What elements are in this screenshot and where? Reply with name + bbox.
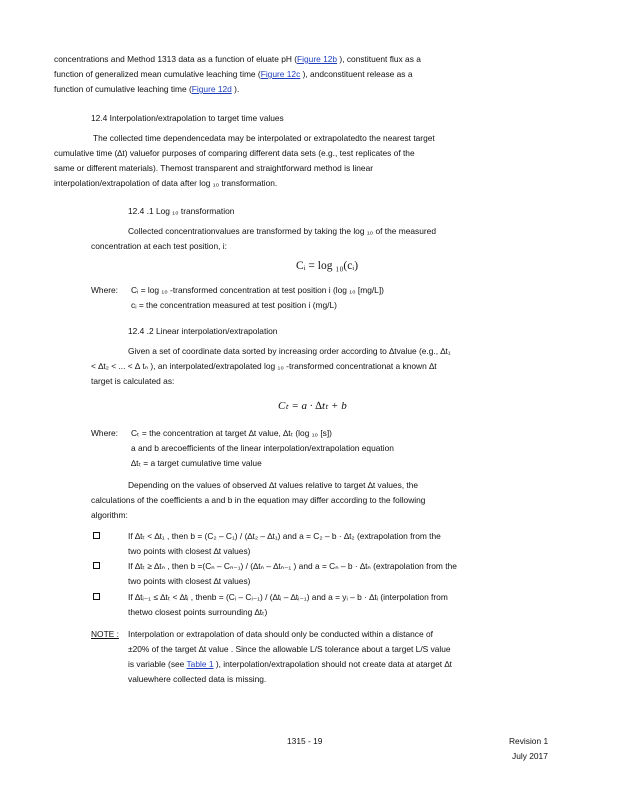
note-text-line: Interpolation or extrapolation of data should only be conducted within a distance of: [128, 629, 433, 639]
body-text-line: interpolation/extrapolation of data after log ₁₀ transformation.: [54, 178, 278, 188]
note-text-line: ±20% of the target ∆t value . Since the allowable L/S tolerance about a target L/S value: [128, 644, 451, 654]
body-text-line: The collected time dependencedata may be interpolated or extrapolatedto the nearest target: [93, 133, 435, 143]
page-number: 1315 - 19: [287, 736, 323, 746]
table-1-link[interactable]: Table 1: [186, 659, 214, 669]
revision-date: July 2017: [512, 751, 548, 761]
body-text-line: Given a set of coordinate data sorted by increasing order according to ∆tvalue (e.g., ∆t₁: [128, 346, 451, 356]
definition-line: Cₜ = the concentration at target ∆t value, ∆tₜ (log ₁₀ [s]): [131, 428, 332, 438]
linear-equation: Cₜ = a · ∆tₜ + b: [278, 400, 347, 412]
body-text-line: function of cumulative leaching time (Figure 12d ).: [54, 84, 240, 94]
bullet-text-line: two points with closest ∆t values): [128, 546, 251, 556]
body-text-line: calculations of the coefficients a and b in the equation may differ according to the following: [91, 495, 426, 505]
figure-12d-link[interactable]: Figure 12d: [191, 84, 232, 94]
where-label: Where:: [91, 285, 118, 295]
body-text-line: < ∆t₂ < ... < ∆ tₙ ), an interpolated/extrapolated log ₁₀ -transformed concentrationat a known ∆t: [91, 361, 437, 371]
definition-line: cᵢ = the concentration measured at test position i (mg/L): [131, 300, 337, 310]
definition-line: Cᵢ = log ₁₀ -transformed concentration at test position i (log ₁₀ [mg/L]): [131, 285, 384, 295]
bullet-box-icon: [93, 593, 100, 600]
body-text-line: concentrations and Method 1313 data as a function of eluate pH (Figure 12b ), constituent flux as a: [54, 54, 421, 64]
body-text-line: target is calculated as:: [91, 376, 175, 386]
section-heading-12-4-1: 12.4 .1 Log ₁₀ transformation: [128, 206, 235, 216]
where-label: Where:: [91, 428, 118, 438]
body-text-line: Collected concentrationvalues are transformed by taking the log ₁₀ of the measured: [128, 226, 436, 236]
bullet-box-icon: [93, 562, 100, 569]
bullet-text-line: If ∆tₜ ≥ ∆tₙ , then b =(Cₙ – Cₙ₋₁) / (∆tₙ – ∆tₙ₋₁ ) and a = Cₙ – b · ∆tₙ (extrapolation from the: [128, 561, 457, 571]
body-text-line: algorithm:: [91, 510, 128, 520]
log-transform-equation: Cᵢ = log ₁₀(cᵢ): [296, 260, 359, 272]
section-heading-12-4: 12.4 Interpolation/extrapolation to target time values: [91, 113, 284, 123]
note-text-line: is variable (see Table 1 ), interpolation/extrapolation should not create data at atarget ∆t: [128, 659, 452, 669]
note-text-line: valuewhere collected data is missing.: [128, 674, 267, 684]
body-text-line: concentration at each test position, i:: [91, 241, 227, 251]
figure-12b-link[interactable]: Figure 12b: [297, 54, 338, 64]
bullet-box-icon: [93, 532, 100, 539]
definition-line: ∆tₜ = a target cumulative time value: [131, 458, 262, 468]
bullet-text-line: two points with closest ∆t values): [128, 576, 251, 586]
figure-12c-link[interactable]: Figure 12c: [260, 69, 301, 79]
definition-line: a and b arecoefficients of the linear interpolation/extrapolation equation: [131, 443, 394, 453]
bullet-text-line: If ∆tₜ < ∆t₁ , then b = (C₂ – C₁) / (∆t₂ – ∆t₁) and a = C₂ – b · ∆t₂ (extrapolation from the: [128, 531, 441, 541]
bullet-text-line: If ∆tᵢ₋₁ ≤ ∆tₜ < ∆tᵢ , thenb = (Cᵢ – Cᵢ₋₁) / (∆tᵢ – ∆tᵢ₋₁) and a = yᵢ – b · ∆tᵢ (interpolation from: [128, 592, 448, 602]
body-text-line: Depending on the values of observed ∆t values relative to target ∆t values, the: [128, 480, 419, 490]
body-text-line: function of generalized mean cumulative leaching time (Figure 12c ), andconstituent release as a: [54, 69, 413, 79]
body-text-line: same or different materials). Themost transparent and straightforward method is linear: [54, 163, 374, 173]
body-text-line: cumulative time (∆t) valuefor purposes of comparing different data sets (e.g., test replicates of the: [54, 148, 415, 158]
section-heading-12-4-2: 12.4 .2 Linear interpolation/extrapolation: [128, 326, 278, 336]
note-label: NOTE :: [91, 629, 119, 639]
revision-label: Revision 1: [509, 736, 549, 746]
bullet-text-line: thetwo closest points surrounding ∆tₜ): [128, 607, 268, 617]
